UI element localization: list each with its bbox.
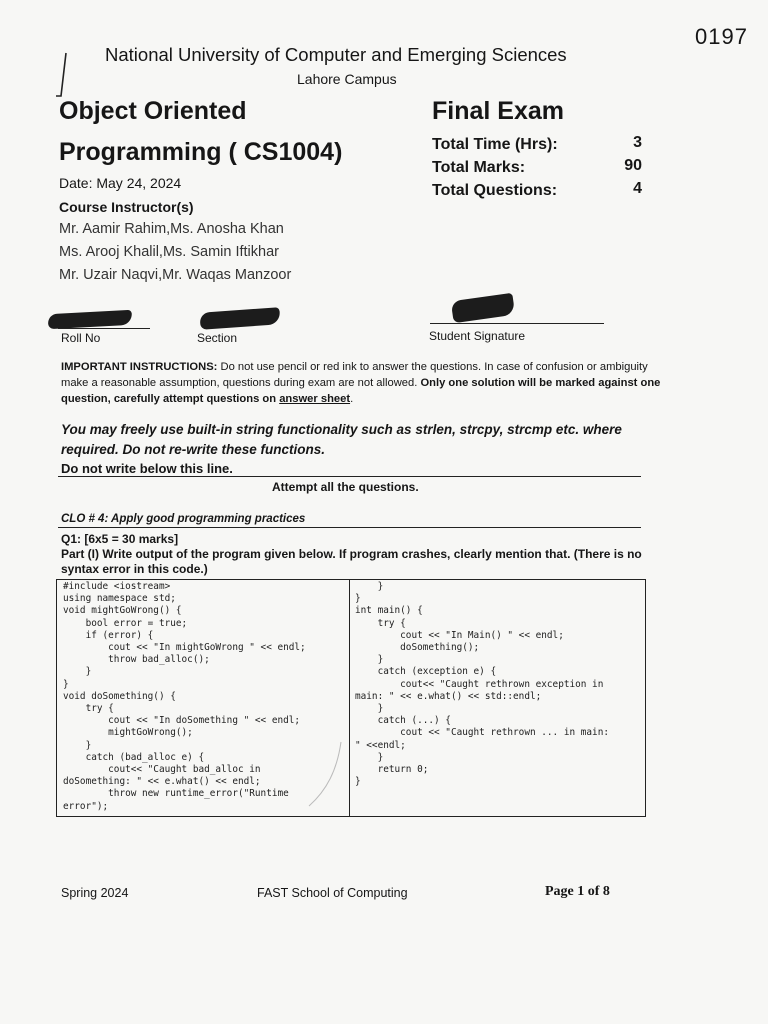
exam-date: Date: May 24, 2024 — [59, 175, 182, 191]
roll-no-redaction — [48, 310, 133, 329]
pen-stroke-mark — [52, 50, 72, 100]
part-1-instruction: Part (I) Write output of the program given below. If program crashes, clearly mention that. (There is no syntax error in this code.) — [61, 547, 642, 576]
signature-label: Student Signature — [429, 329, 526, 343]
builtin-functions-note: You may freely use built-in string functionality such as strlen, strcpy, strcmp etc. where required. Do not re-write these functions. — [61, 422, 622, 457]
code-left-column: #include <iostream> using namespace std; void mightGoWrong() { bool error = true; if (error) { cout << "In mightGoWrong " << endl; throw bad_alloc(); } } void doSomething() { try { cout << "In doSomething " << endl; mightGoWrong(); } catch (bad_alloc e) { cout<< "Caught bad_alloc in doSomething: " << e.what() << endl; throw new runtime_error("Runtime error"); — [63, 581, 306, 812]
total-marks-value: 90 — [624, 157, 642, 174]
page-number: Page 1 of 8 — [545, 884, 610, 899]
instructions-lead: IMPORTANT INSTRUCTIONS: — [61, 361, 218, 373]
signature-line — [430, 323, 604, 324]
total-time-label: Total Time (Hrs): — [432, 136, 558, 153]
code-listing-box — [56, 579, 646, 817]
footer-school: FAST School of Computing — [257, 886, 408, 900]
important-instructions: IMPORTANT INSTRUCTIONS: Do not use pencil or red ink to answer the questions. In case of confusion or ambiguity make a reasonable assumption, questions during exam are not allowed. Only one solution will be marked against one question, carefully attempt questions on answer sheet. — [61, 361, 661, 405]
campus-name: Lahore Campus — [297, 71, 397, 87]
signature-redaction — [451, 293, 515, 323]
serial-number: 0197 — [695, 24, 748, 49]
section-label: Section — [197, 331, 238, 345]
clo-underline — [58, 527, 641, 528]
roll-no-label: Roll No — [61, 331, 101, 345]
question-1-heading: Q1: [6x5 = 30 marks] — [61, 532, 179, 546]
attempt-all-note: Attempt all the questions. — [272, 480, 419, 494]
total-time-value: 3 — [633, 134, 642, 151]
instructors-label: Course Instructor(s) — [59, 199, 194, 215]
course-title-line2: Programming ( CS1004) — [59, 138, 343, 166]
total-questions-label: Total Questions: — [432, 182, 558, 199]
instructor-line: Mr. Aamir Rahim,Ms. Anosha Khan — [59, 221, 284, 237]
answer-sheet-text: answer sheet — [279, 393, 351, 405]
section-redaction — [200, 307, 281, 330]
pencil-mark — [307, 740, 347, 810]
clo-heading: CLO # 4: Apply good programming practices — [61, 513, 306, 525]
instructor-line: Mr. Uzair Naqvi,Mr. Waqas Manzoor — [59, 267, 292, 283]
instructor-line: Ms. Arooj Khalil,Ms. Samin Iftikhar — [59, 244, 279, 260]
university-name: National University of Computer and Emerging Sciences — [105, 44, 567, 65]
code-column-divider — [349, 580, 350, 816]
instructions-bold: Only one solution will be marked against one question, carefully attempt questions on — [61, 377, 661, 405]
do-not-write-note: Do not write below this line. — [61, 461, 233, 476]
exam-title: Final Exam — [432, 97, 564, 125]
course-title-line1: Object Oriented — [59, 97, 247, 125]
total-marks-label: Total Marks: — [432, 159, 526, 176]
roll-no-line — [58, 328, 150, 329]
total-questions-value: 4 — [633, 180, 642, 197]
footer-term: Spring 2024 — [61, 886, 129, 900]
code-right-column: } } int main() { try { cout << "In Main() " << endl; doSomething(); } catch (exception e) { cout<< "Caught rethrown exception in main: " << e.what() << std::endl; } catch (...) { cout << "Caught rethrown ... in main: " <<endl; } return 0; } — [355, 581, 609, 788]
instructions-text: Do not use pencil or red ink to answer the questions. In case of confusion or ambiguity make a reasonable assumption, questions during exam are not allowed. — [61, 361, 648, 389]
cutoff-line — [58, 476, 641, 477]
